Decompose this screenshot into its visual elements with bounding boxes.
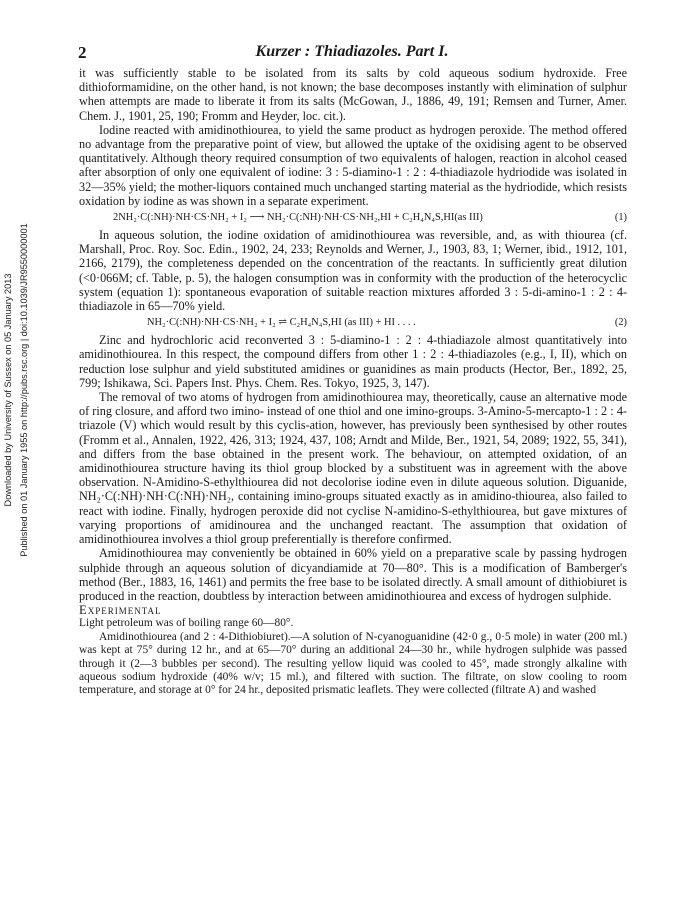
publication-notice: Published on 01 January 1955 on http://pubs.rsc.org | doi:10.1039/JR9550000001	[19, 223, 29, 557]
experimental-note: Light petroleum was of boiling range 60—80°.	[79, 617, 294, 630]
download-notice: Downloaded by University of Sussex on 05 January 2013	[3, 273, 13, 507]
equation-2	[79, 316, 627, 330]
equation-text: 2NH₂·C(:NH)·NH·CS·NH₂ + I₂ ⟶ NH₂·C(:NH)·NH·CS·NH₂,HI + C₂H₄N₄S,HI(as III)	[113, 212, 483, 224]
paragraph: The removal of two atoms of hydrogen from amidinothiourea may, theoretically, cause an alternative mode of ring closure, and afford two imino- instead of one thiol and one imino-groups. 3-Amino-5-mercapto-1 : 2 : 4-triazole (V) which would result by this cyclis-ation, however, has previously been synthesised by other routes (Fromm et al., Annalen, 1922, 426, 313; 1924, 437, 108; Arndt and Milde, Ber., 1921, 54, 2089; 1922, 55, 341), and differs from the base obtained in the present work. The behaviour, on attempted oxidation, of an amidinothiourea structure having its thiol group blocked by a substituent was in agreement with the above observation. N-Amidino-S-ethylthiourea did not decolorise iodine even in dilute aqueous solution. Diguanide, NH₂·C(:NH)·NH·C(:NH)·NH₂, containing imino-groups situated exactly as in amidino-thiourea, also failed to react with iodine. Finally, hydrogen peroxide did not cyclise N-amidino-S-ethylthiourea, but gave mixtures of varying proportions of amidinourea and the unchanged reactant. The assumption that oxidation of amidinothiourea involves a thiol group preferentially is therefore confirmed.	[79, 390, 627, 547]
paragraph: Amidinothiourea may conveniently be obtained in 60% yield on a preparative scale by passing hydrogen sulphide through an aqueous solution of dicyandiamide at 70—80°. This is a modification of Bamberger's method (Ber., 1883, 16, 1461) and permits the free base to be isolated directly. A small amount of dithiobiuret is produced in the reaction, doubtless by interaction between amidinothiourea and excess of hydrogen sulphide.	[79, 546, 627, 603]
equation-number: (2)	[614, 317, 627, 329]
article-body	[79, 66, 627, 698]
page-number: 2	[78, 43, 87, 62]
equation-number: (1)	[614, 212, 627, 224]
equation-text: NH₂·C(:NH)·NH·CS·NH₂ + I₂ ⇌ C₂H₄N₄S,HI (as III) + HI . . . .	[147, 317, 416, 329]
paragraph: it was sufficiently stable to be isolated from its salts by cold aqueous sodium hydroxide. Free dithioformamidine, on the other hand, is not known; the base decomposes instantly with elimination of sulphur when attempts are made to liberate it from its salts (McGowan, J., 1886, 49, 191; Remsen and Turner, Amer. Chem. J., 1901, 25, 190; Fromm and Heyder, loc. cit.).	[79, 66, 627, 123]
section-heading: Experimental	[79, 603, 162, 618]
paragraph: Zinc and hydrochloric acid reconverted 3 : 5-diamino-1 : 2 : 4-thiadiazole almost quantitatively into amidinothiourea. In this respect, the compound differs from other 1 : 2 : 4-thiadiazoles (e.g., I, II), which on reduction lose sulphur and yield substituted amidines or guanidines as main products (Hector, Ber., 1892, 25, 799; Ishikawa, Sci. Papers Inst. Phys. Chem. Res. Tokyo, 1925, 3, 147).	[79, 333, 627, 390]
page-header	[72, 43, 632, 65]
paragraph: Iodine reacted with amidinothiourea, to yield the same product as hydrogen peroxide. The method offered no advantage from the preparative point of view, but allowed the uptake of the oxidising agent to be observed quantitatively. Although theory required consumption of two equivalents of halogen, reaction in alcohol ceased after absorption of only one equivalent of iodine: 3 : 5-diamino-1 : 2 : 4-thiadiazole hydriodide was isolated in 32—35% yield; the mother-liquors contained much unchanged starting material as the hydriodide, which resists oxidation by iodine as was shown in a separate experiment.	[79, 122, 627, 208]
paragraph: In aqueous solution, the iodine oxidation of amidinothiourea was reversible, and, as with thiourea (cf. Marshall, Proc. Roy. Soc. Edin., 1902, 24, 233; Reynolds and Werner, J., 1903, 83, 1; Werner, ibid., 1912, 101, 2166, 2179), the completeness depended on the concentration of the reactants. In sufficiently great dilution (<0·066M; cf. Table, p. 5), the halogen consumption was in conformity with the production of the heterocyclic system (equation 1): spontaneous evaporation of suitable reaction mixtures afforded 3 : 5-di-amino-1 : 2 : 4-thiadiazole in 65—70% yield.	[79, 228, 627, 314]
paragraph: Amidinothiourea (and 2 : 4-Dithiobiuret).—A solution of N-cyanoguanidine (42·0 g., 0·5 mole) in water (200 ml.) was kept at 75° during 12 hr., and at 65—70° during an additional 24—30 hr., while hydrogen sulphide was passed through it (2—3 bubbles per second). The resulting yellow liquid was cooled to 45°, made strongly alkaline with aqueous sodium hydroxide (40% w/v; 15 ml.), and filtered with suction. The filtrate, on slow cooling to room temperature, and storage at 0° for 24 hr., deposited prismatic leaflets. They were collected (filtrate A) and washed	[79, 630, 627, 697]
running-head: Kurzer : Thiadiazoles. Part I.	[255, 43, 449, 60]
equation-1	[79, 211, 627, 225]
